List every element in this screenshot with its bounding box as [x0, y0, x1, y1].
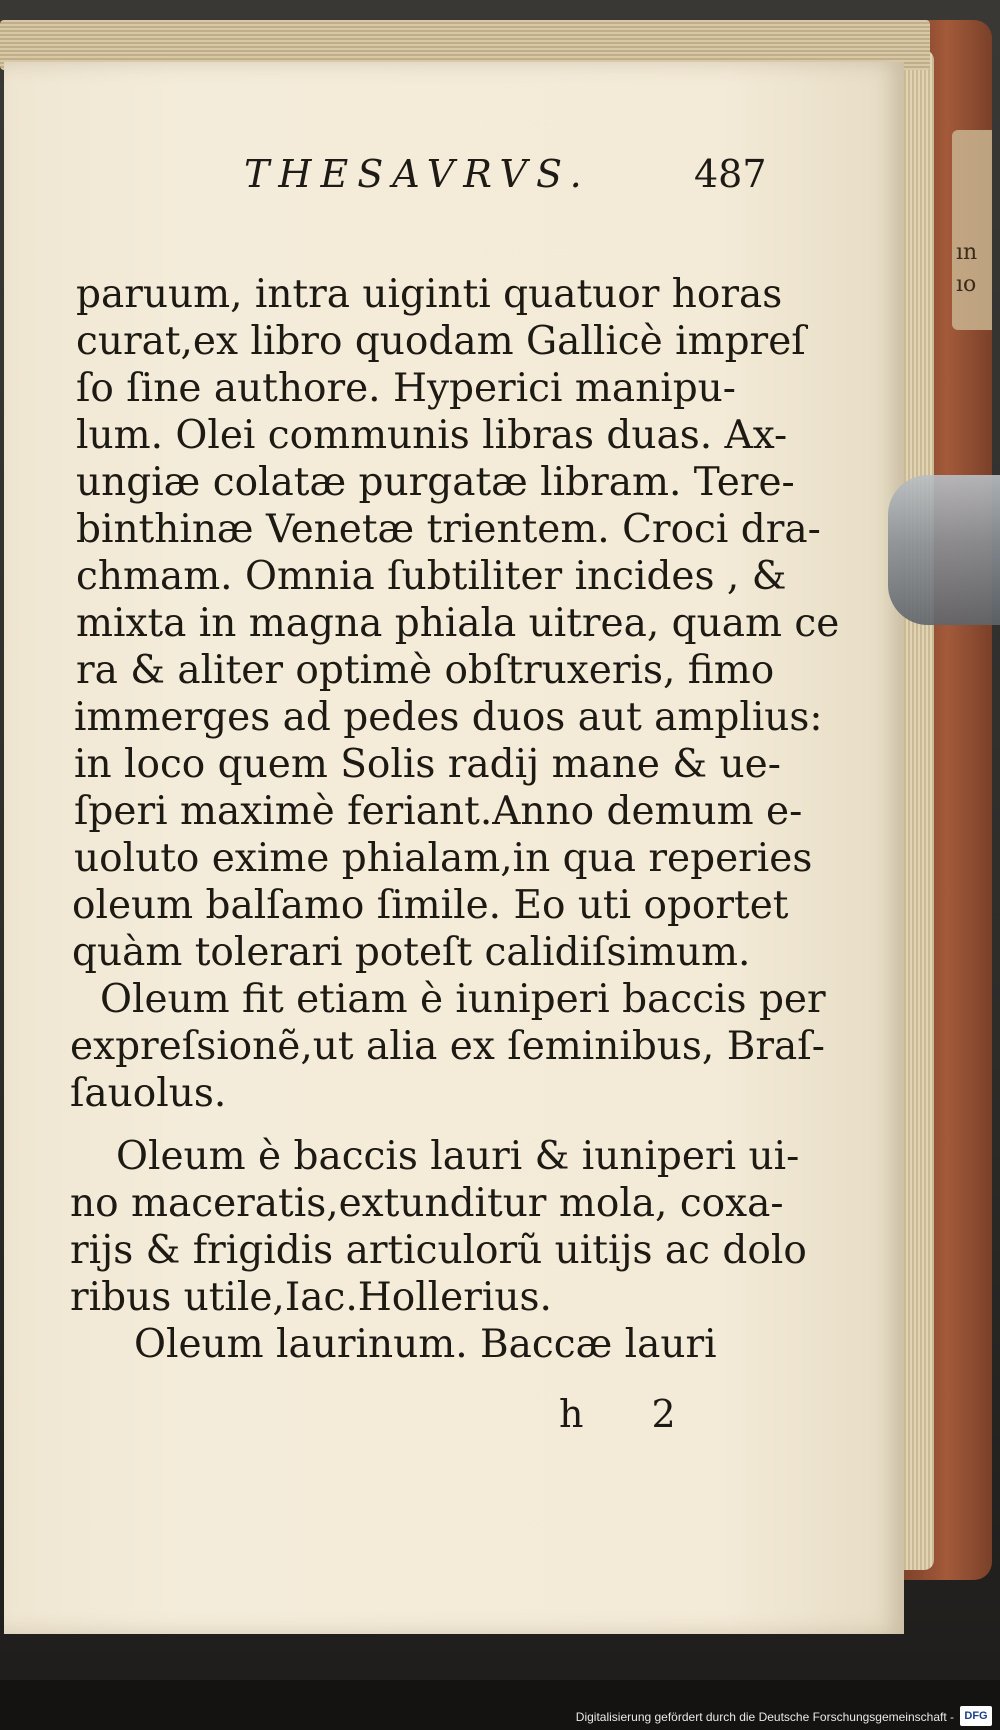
text-line: oleum balſamo ſimile. Eo uti oportet — [72, 883, 789, 928]
text-line: ſperi maximè feriant.Anno demum e- — [74, 789, 803, 834]
book-page — [4, 62, 904, 1634]
text-line: rijs & frigidis articulorũ uitijs ac dolo — [70, 1228, 807, 1273]
text-line: quàm tolerari poteſt calidiſsimum. — [72, 930, 751, 975]
text-line: Oleum è baccis lauri & iuniperi ui- — [116, 1134, 800, 1179]
text-line: no maceratis,extunditur mola, coxa- — [70, 1181, 784, 1226]
text-line: uoluto exime phialam,in qua reperies — [74, 836, 813, 881]
text-line: ra & aliter optimè obſtruxeris, fimo — [76, 648, 775, 693]
text-line: immerges ad pedes duos aut amplius: — [74, 695, 823, 740]
running-head: THESAVRVS. — [244, 152, 591, 196]
spine-label — [952, 130, 992, 330]
text-line: expreſsionẽ,ut alia ex ſeminibus, Braſ- — [70, 1024, 825, 1069]
spine-label-text-1: ın — [956, 240, 978, 265]
text-line: ungiæ colatæ purgatæ libram. Tere- — [76, 460, 795, 505]
text-line: in loco quem Solis radij mane & ue- — [74, 742, 781, 787]
page-number: 487 — [694, 152, 767, 196]
text-line: Oleum laurinum. Baccæ lauri — [134, 1322, 717, 1367]
text-line: mixta in magna phiala uitrea, quam ce — [76, 601, 840, 646]
text-line: paruum, intra uiginti quatuor horas — [76, 272, 783, 317]
page-clamp — [888, 475, 1000, 625]
text-line: chmam. Omnia ſubtiliter incides , & — [76, 554, 787, 599]
dfg-logo: DFG — [960, 1706, 992, 1726]
signature-mark: h 2 — [559, 1392, 704, 1436]
spine-label-text-2: ıo — [956, 272, 977, 297]
text-line: ribus utile,Iac.Hollerius. — [70, 1275, 552, 1320]
page-header — [64, 152, 784, 212]
footer-credit: Digitalisierung gefördert durch die Deutsche Forschungsgemeinschaft - — [575, 1710, 954, 1724]
text-line: curat,ex libro quodam Gallicè impreſ — [76, 319, 806, 364]
text-line: lum. Olei communis libras duas. Ax- — [76, 413, 788, 458]
text-line: ſo ſine authore. Hyperici manipu- — [76, 366, 736, 411]
text-line: binthinæ Venetæ trientem. Croci dra- — [76, 507, 821, 552]
text-line: ſauolus. — [70, 1071, 227, 1116]
text-line: Oleum fit etiam è iuniperi baccis per — [100, 977, 826, 1022]
